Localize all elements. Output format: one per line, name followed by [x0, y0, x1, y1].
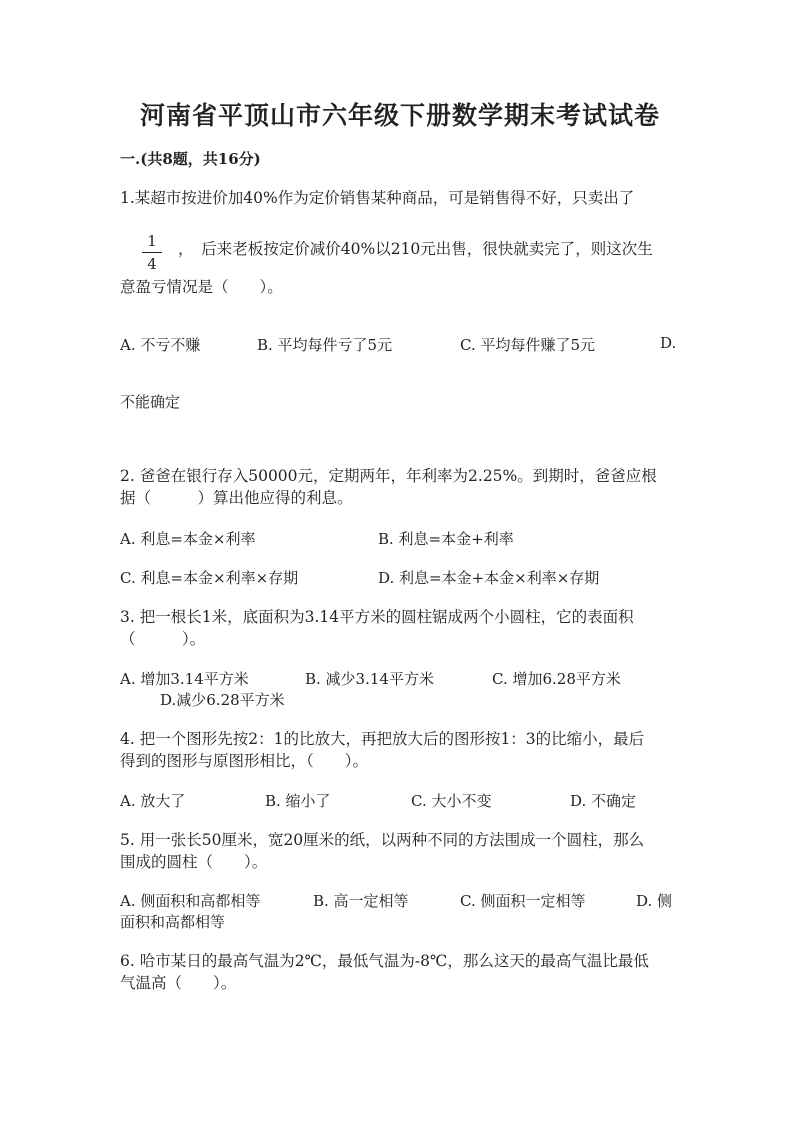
q5-option-d-continuation: 面积和高都相等	[120, 913, 226, 931]
q1-option-d-continuation: 不能确定	[120, 393, 181, 411]
q5-text-line1: 5. 用一张长50厘米，宽20厘米的纸，以两种不同的方法围成一个圆柱，那么	[120, 831, 645, 849]
q2-option-c[interactable]: C. 利息=本金×利率×存期	[120, 569, 299, 587]
q1-option-b[interactable]: B. 平均每件亏了5元	[257, 336, 393, 354]
q1-text-line3: 意盈亏情况是（ ）。	[120, 278, 283, 296]
q3-text-line1: 3. 把一根长1米，底面积为3.14平方米的圆柱锯成两个小圆柱，它的表面积	[120, 608, 634, 626]
q2-text-line1: 2. 爸爸在银行存入50000元，定期两年，年利率为2.25%。到期时，爸爸应根	[120, 467, 657, 485]
q2-text-line2: 据（ ）算出他应得的利息。	[120, 489, 353, 507]
q1-option-d[interactable]: D.	[660, 334, 677, 352]
q5-option-c[interactable]: C. 侧面积一定相等	[460, 892, 586, 910]
q1-text-line2: ， 后来老板按定价减价40%以210元出售，很快就卖完了，则这次生	[178, 240, 653, 258]
section-heading: 一.(共8题，共16分)	[120, 150, 261, 168]
q3-text-line2: （ ）。	[120, 630, 206, 648]
q5-option-d[interactable]: D. 侧	[636, 892, 673, 910]
q1-option-a[interactable]: A. 不亏不赚	[120, 336, 201, 354]
q5-option-b[interactable]: B. 高一定相等	[313, 892, 409, 910]
q1-option-c[interactable]: C. 平均每件赚了5元	[460, 336, 596, 354]
q5-text-line2: 围成的圆柱（ ）。	[120, 853, 268, 871]
q3-option-c[interactable]: C. 增加6.28平方米	[492, 670, 621, 688]
q6-text-line2: 气温高（ ）。	[120, 974, 237, 992]
q4-option-a[interactable]: A. 放大了	[120, 792, 186, 810]
q4-option-b[interactable]: B. 缩小了	[265, 792, 331, 810]
q2-option-d[interactable]: D. 利息=本金+本金×利率×存期	[378, 569, 600, 587]
q5-option-a[interactable]: A. 侧面积和高都相等	[120, 892, 261, 910]
q3-option-d[interactable]: D.减少6.28平方米	[160, 691, 285, 709]
q3-option-b[interactable]: B. 减少3.14平方米	[305, 670, 434, 688]
q6-text-line1: 6. 哈市某日的最高气温为2℃，最低气温为-8℃，那么这天的最高气温比最低	[120, 952, 649, 970]
q4-text-line2: 得到的图形与原图形相比，（ ）。	[120, 752, 369, 770]
q3-option-a[interactable]: A. 增加3.14平方米	[120, 670, 249, 688]
q4-option-d[interactable]: D. 不确定	[570, 792, 637, 810]
q4-text-line1: 4. 把一个图形先按2：1的比放大，再把放大后的图形按1：3的比缩小，最后	[120, 730, 645, 748]
fraction-bar	[142, 252, 162, 253]
q4-option-c[interactable]: C. 大小不变	[411, 792, 492, 810]
q1-fraction	[142, 232, 162, 273]
q1-text-line1: 1.某超市按进价加40%作为定价销售某种商品，可是销售得不好，只卖出了	[120, 189, 635, 207]
page-title: 河南省平顶山市六年级下册数学期末考试试卷	[139, 101, 660, 130]
q1-fraction-numerator: 1	[147, 232, 157, 250]
q1-fraction-denominator: 4	[147, 255, 157, 273]
q2-option-a[interactable]: A. 利息=本金×利率	[120, 530, 256, 548]
q2-option-b[interactable]: B. 利息=本金+利率	[378, 530, 514, 548]
